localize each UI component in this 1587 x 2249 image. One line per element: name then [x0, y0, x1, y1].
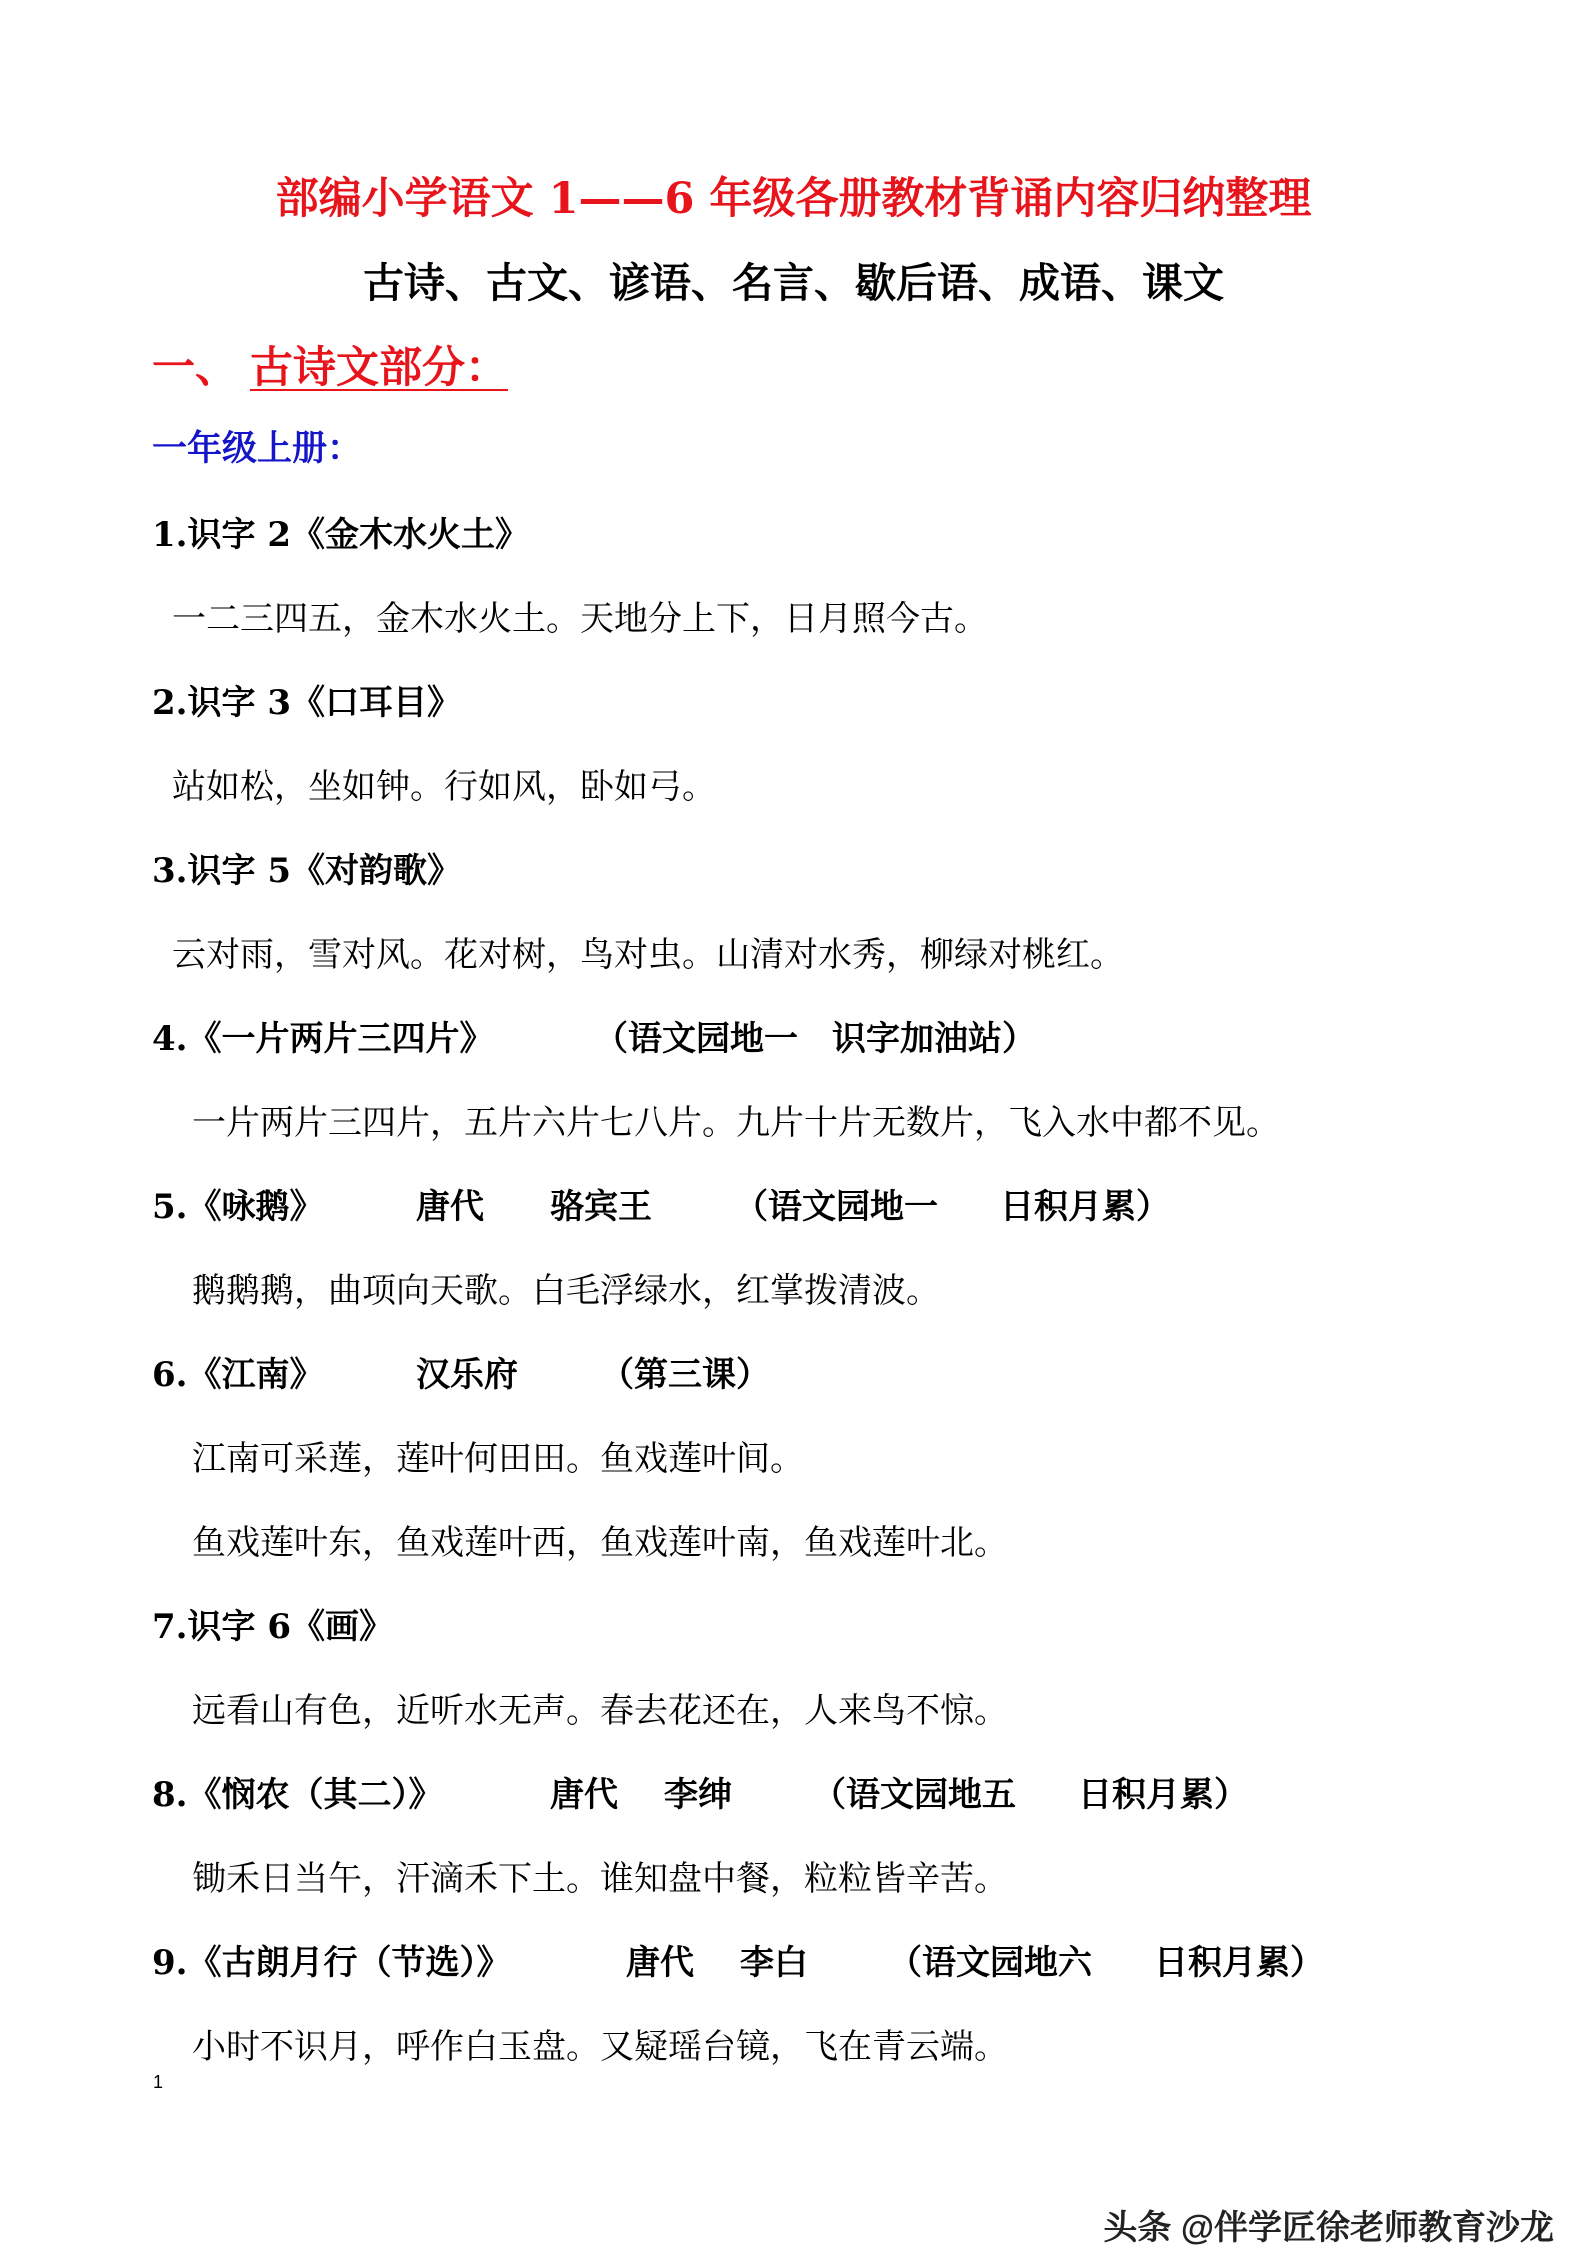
- item-source: （语文园地一 识字加油站）: [594, 1019, 1036, 1059]
- item-line: 鱼戏莲叶东，鱼戏莲叶西，鱼戏莲叶南，鱼戏莲叶北。: [192, 1523, 1008, 1563]
- item-source: （语文园地一: [734, 1187, 938, 1227]
- item-title: 1.识字 2《金木水火土》: [152, 515, 529, 555]
- item-source-detail: 日积月累）: [1078, 1775, 1248, 1815]
- item-line: 云对雨，雪对风。花对树，鸟对虫。山清对水秀，柳绿对桃红。: [172, 935, 1124, 975]
- item-source-detail: 日积月累）: [1154, 1943, 1324, 1983]
- item-line: 一片两片三四片，五片六片七八片。九片十片无数片，飞入水中都不见。: [192, 1103, 1280, 1143]
- item-title: 4.《一片两片三四片》: [152, 1019, 494, 1059]
- item-line: 小时不识月，呼作白玉盘。又疑瑶台镜，飞在青云端。: [192, 2027, 1008, 2067]
- item-source: （语文园地六: [888, 1943, 1092, 1983]
- item-dynasty: 唐代: [626, 1943, 694, 1983]
- item-heading: [152, 1767, 1248, 1816]
- item-title: 5.《咏鹅》: [152, 1187, 324, 1227]
- watermark: 头条 @伴学匠徐老师教育沙龙: [1103, 2209, 1554, 2247]
- item-heading: [152, 507, 529, 556]
- item-heading: [152, 1935, 1324, 1984]
- item-line: 鹅鹅鹅，曲项向天歌。白毛浮绿水，红掌拨清波。: [192, 1271, 940, 1311]
- item-heading: [152, 675, 461, 724]
- item-heading: [152, 1179, 1170, 1228]
- item-author: 李绅: [664, 1775, 732, 1815]
- item-line: 江南可采莲，莲叶何田田。鱼戏莲叶间。: [192, 1439, 804, 1479]
- item-author: 汉乐府: [416, 1355, 518, 1395]
- item-title: 2.识字 3《口耳目》: [152, 683, 461, 723]
- item-author: 李白: [740, 1943, 808, 1983]
- document-title: 部编小学语文 1——6 年级各册教材背诵内容归纳整理: [275, 174, 1312, 224]
- item-dynasty: 唐代: [550, 1775, 618, 1815]
- item-heading: [152, 843, 461, 892]
- item-heading: [152, 1347, 770, 1396]
- item-source: （第三课）: [600, 1355, 770, 1395]
- section-label: 古诗文部分：: [250, 343, 508, 393]
- item-title: 9.《古朗月行（节选）》: [152, 1943, 511, 1983]
- item-title: 7.识字 6《画》: [152, 1607, 393, 1647]
- item-source: （语文园地五: [812, 1775, 1016, 1815]
- item-author: 骆宾王: [550, 1187, 652, 1227]
- item-dynasty: 唐代: [416, 1187, 484, 1227]
- item-heading: [152, 1011, 1036, 1060]
- item-source-detail: 日积月累）: [1000, 1187, 1170, 1227]
- document-subtitle: 古诗、古文、谚语、名言、歇后语、成语、课文: [363, 259, 1224, 307]
- item-line: 锄禾日当午，汗滴禾下土。谁知盘中餐，粒粒皆辛苦。: [192, 1859, 1008, 1899]
- item-line: 站如松，坐如钟。行如风，卧如弓。: [172, 767, 716, 807]
- item-title: 3.识字 5《对韵歌》: [152, 851, 461, 891]
- section-number: 一、: [152, 343, 238, 393]
- item-line: 远看山有色，近听水无声。春去花还在，人来鸟不惊。: [192, 1691, 1008, 1731]
- grade-heading: 一年级上册：: [152, 428, 363, 469]
- page-number: 1: [153, 2072, 164, 2092]
- item-title: 8.《悯农（其二）》: [152, 1775, 443, 1815]
- item-title: 6.《江南》: [152, 1355, 324, 1395]
- section-heading: [152, 334, 508, 395]
- item-line: 一二三四五，金木水火土。天地分上下，日月照今古。: [172, 599, 988, 639]
- item-heading: [152, 1599, 393, 1648]
